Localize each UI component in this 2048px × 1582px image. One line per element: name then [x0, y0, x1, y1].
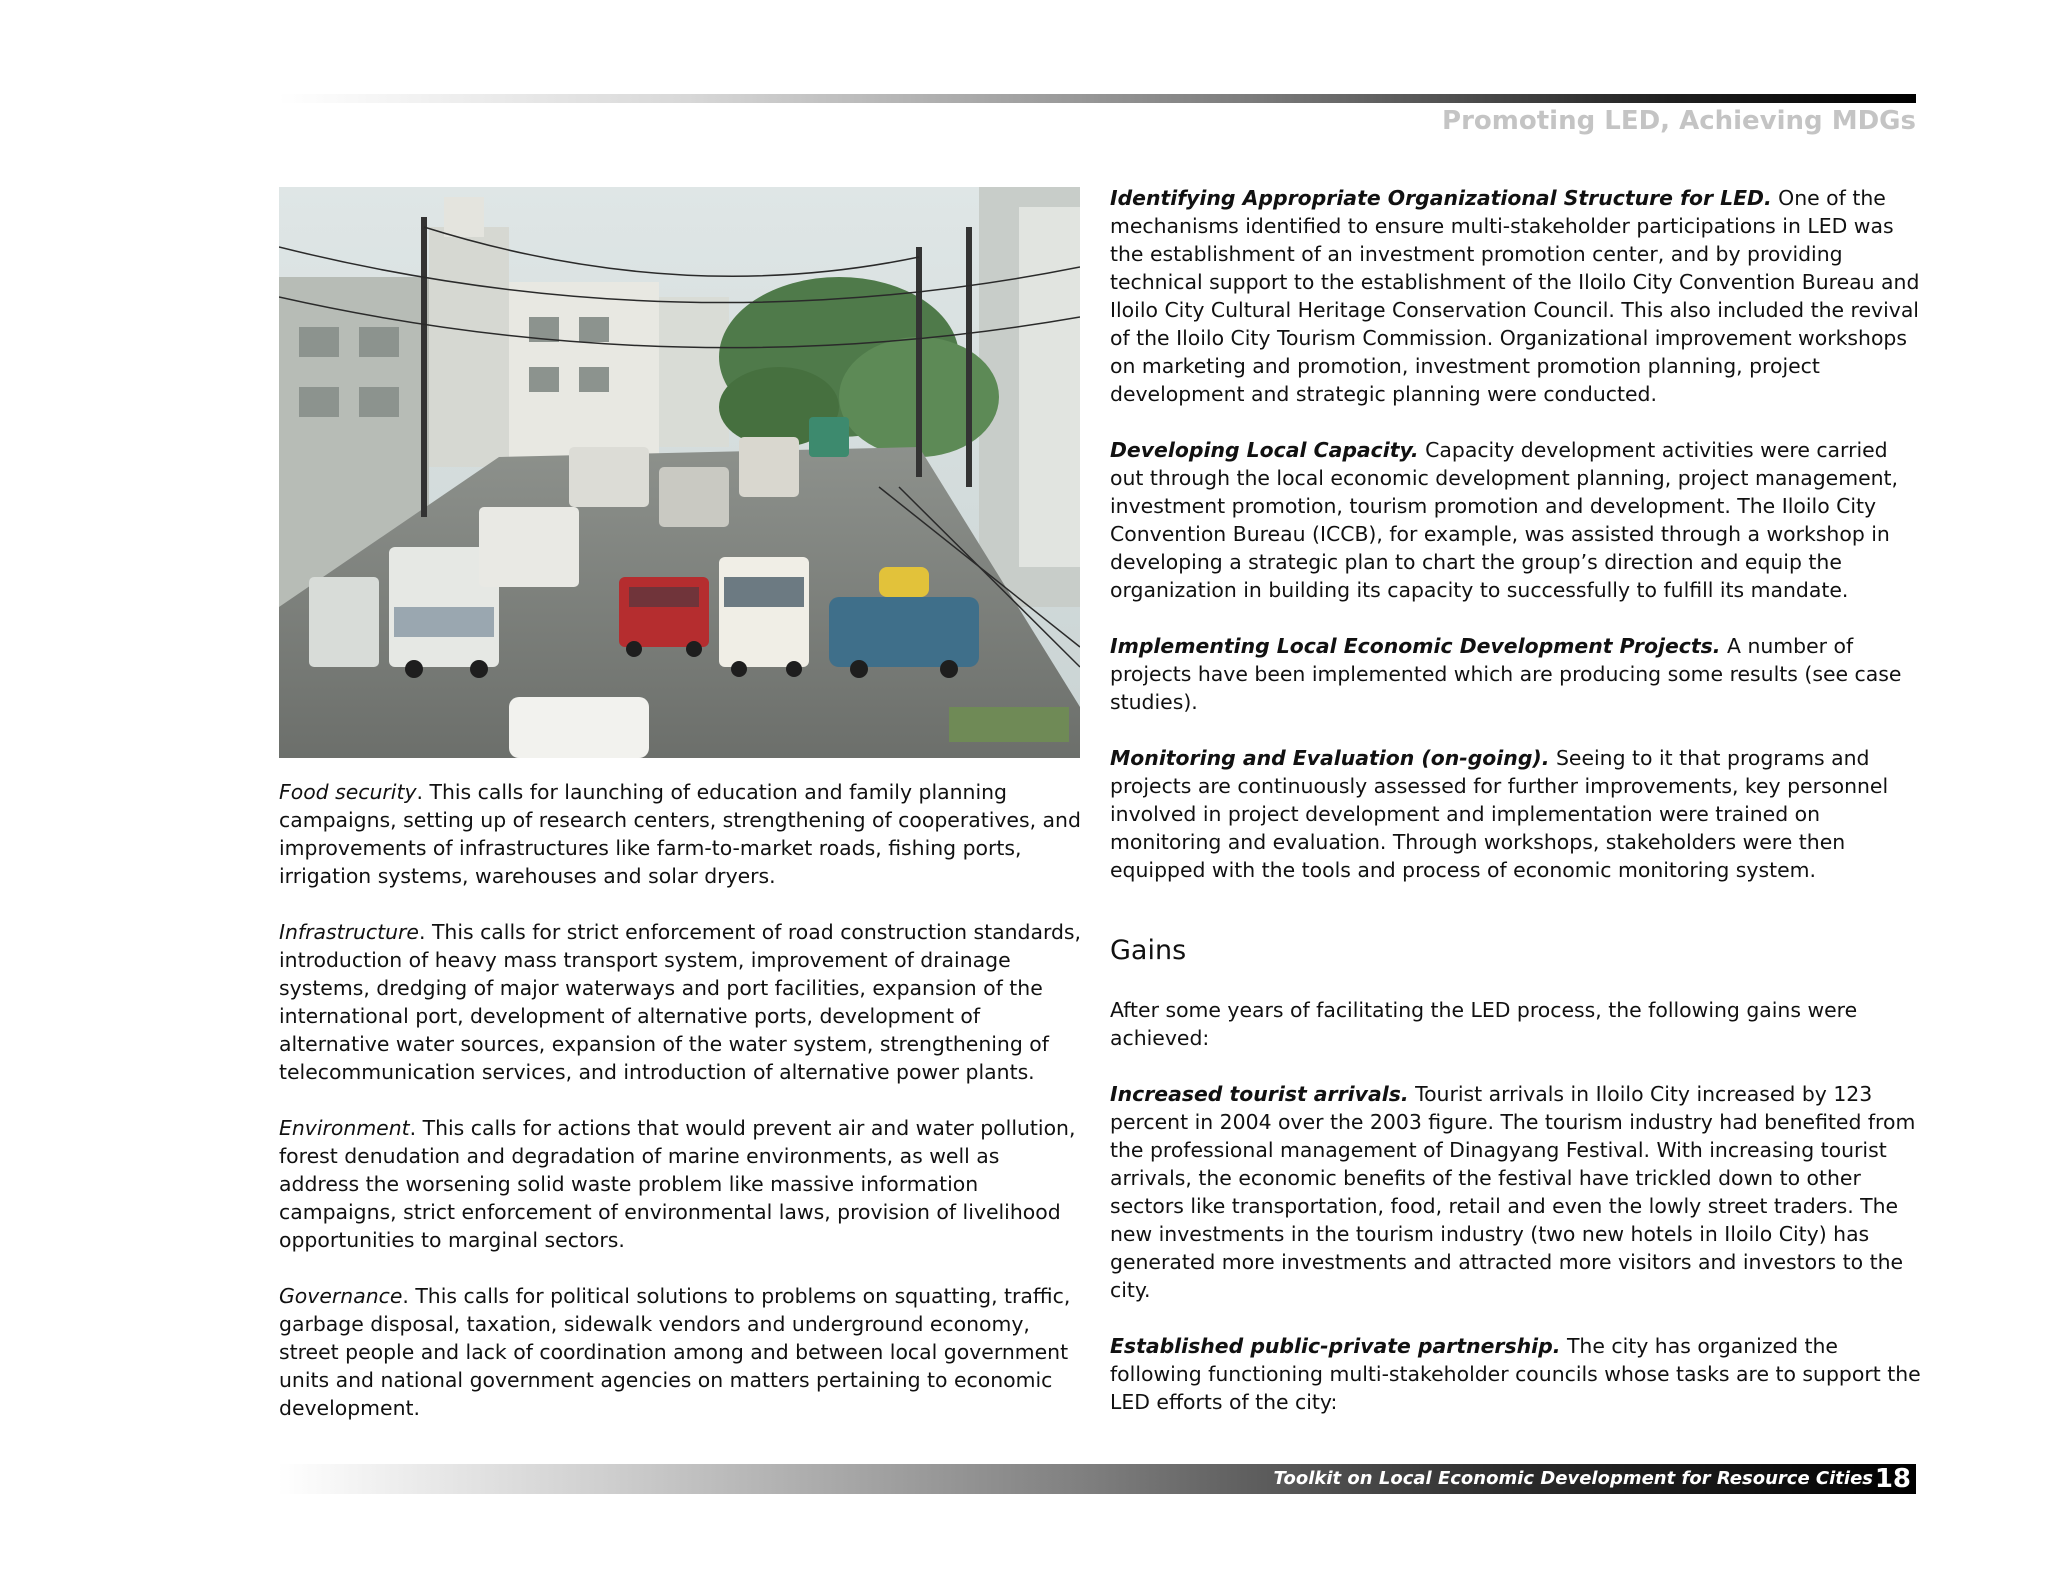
- lead-organizational-structure: Identifying Appropriate Organizational Structure for LED.: [1110, 186, 1772, 210]
- left-column: [279, 778, 1085, 1450]
- text-environment: . This calls for actions that would prevent air and water pollution, forest denudation and degradation of marine environments, as well as address the worsening solid waste problem like massive information campaigns, strict enforcement of environmental laws, provision of livelihood opportunities to marginal sectors.: [279, 1116, 1076, 1252]
- header-rule: [278, 94, 1916, 103]
- text-tourist-arrivals: Tourist arrivals in Iloilo City increased by 123 percent in 2004 over the 2003 figure. The tourism industry had benefited from the professional management of Dinagyang Festival. With increasing tourist arrivals, the economic benefits of the festival have trickled down to other sectors like transportation, food, retail and even the lowly street traders. The new investments in the tourism industry (two new hotels in Iloilo City) has generated more investments and attracted more visitors and investors to the city.: [1110, 1082, 1916, 1302]
- paragraph-tourist-arrivals: [1110, 1080, 1922, 1304]
- section-heading-gains: Gains: [1110, 935, 1187, 966]
- paragraph-local-capacity: [1110, 436, 1922, 604]
- text-infrastructure: . This calls for strict enforcement of road construction standards, introduction of heavy mass transport system, improvement of drainage systems, dredging of major waterways and port facilities, expansion of the international port, development of alternative ports, development of alternative water sources, expansion of the water system, strengthening of telecommunication services, and introduction of alternative power plants.: [279, 920, 1082, 1084]
- text-governance: . This calls for political solutions to problems on squatting, traffic, garbage disposal, taxation, sidewalk vendors and underground economy, street people and lack of coordination among and between local government units and national government agencies on matters pertaining to economic development.: [279, 1284, 1071, 1420]
- text-monitoring: Seeing to it that programs and projects are continuously assessed for further improvements, key personnel involved in project development and implementation were trained on monitoring and evaluation. Through workshops, stakeholders were then equipped with the tools and process of economic monitoring system.: [1110, 746, 1889, 882]
- lead-monitoring: Monitoring and Evaluation (on-going).: [1110, 746, 1550, 770]
- right-column: [1110, 184, 1922, 1444]
- text-led-projects: A number of projects have been implemented which are producing some results (see case studies).: [1110, 634, 1902, 714]
- text-food-security: . This calls for launching of education and family planning campaigns, setting up of research centers, strengthening of cooperatives, and improvements of infrastructures like farm-to-market roads, fishing ports, irrigation systems, warehouses and solar dryers.: [279, 780, 1081, 888]
- page-number: 18: [1874, 1464, 1911, 1494]
- text-local-capacity: Capacity development activities were carried out through the local economic development planning, project management, investment promotion, tourism promotion and development. The Iloilo City Convention Bureau (ICCB), for example, was assisted through a workshop in developing a strategic plan to chart the group’s direction and equip the organization in building its capacity to successfully to fulfill its mandate.: [1110, 438, 1899, 602]
- paragraph-organizational-structure: [1110, 184, 1922, 408]
- lead-local-capacity: Developing Local Capacity.: [1110, 438, 1419, 462]
- lead-food-security: Food security: [279, 780, 417, 804]
- lead-environment: Environment: [279, 1116, 410, 1140]
- paragraph-monitoring: [1110, 744, 1922, 884]
- paragraph-partnership: [1110, 1332, 1922, 1416]
- paragraph-led-projects: [1110, 632, 1922, 716]
- paragraph-food-security: [279, 778, 1085, 890]
- paragraph-infrastructure: [279, 918, 1085, 1086]
- lead-infrastructure: Infrastructure: [279, 920, 419, 944]
- lead-partnership: Established public-private partnership.: [1110, 1334, 1561, 1358]
- lead-governance: Governance: [279, 1284, 403, 1308]
- paragraph-governance: [279, 1282, 1085, 1422]
- footer-title: Toolkit on Local Economic Development for Resource Cities: [1273, 1468, 1873, 1489]
- lead-led-projects: Implementing Local Economic Development Projects.: [1110, 634, 1721, 658]
- text-organizational-structure: One of the mechanisms identified to ensure multi-stakeholder participations in LED was the establishment of an investment promotion center, and by providing technical support to the establishment of the Iloilo City Convention Bureau and Iloilo City Cultural Heritage Conservation Council. This also included the revival of the Iloilo City Tourism Commission. Organizational improvement workshops on marketing and promotion, investment promotion planning, project development and strategic planning were conducted.: [1110, 186, 1920, 406]
- running-header: Promoting LED, Achieving MDGs: [1442, 106, 1916, 136]
- paragraph-environment: [279, 1114, 1085, 1254]
- street-traffic-photo: [279, 187, 1080, 758]
- paragraph-gains-intro: After some years of facilitating the LED process, the following gains were achieved:: [1110, 998, 1858, 1050]
- text-partnership: The city has organized the following functioning multi-stakeholder councils whose tasks are to support the LED efforts of the city:: [1110, 1334, 1921, 1414]
- lead-tourist-arrivals: Increased tourist arrivals.: [1110, 1082, 1409, 1106]
